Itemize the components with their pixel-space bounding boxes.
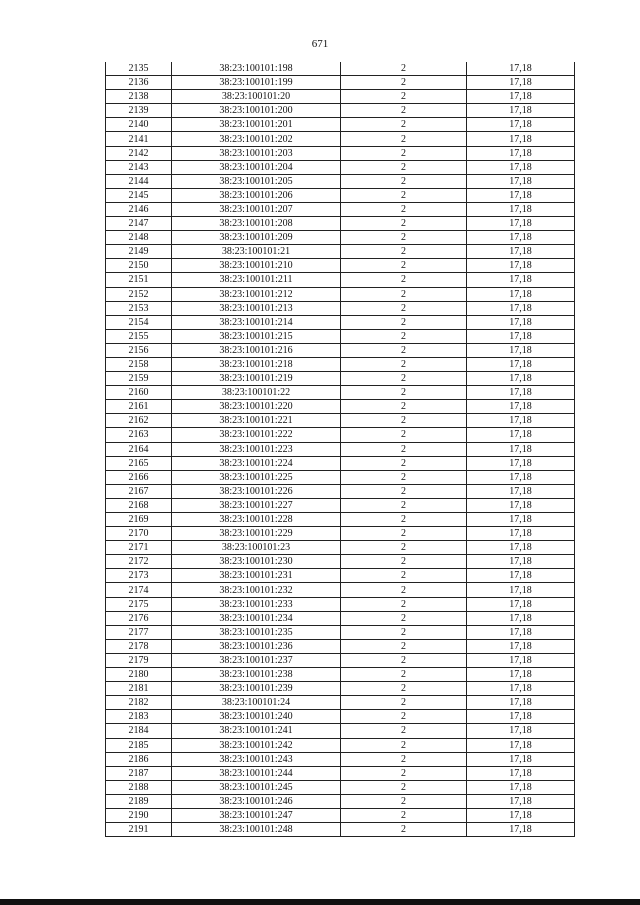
row-number-cell: 2191 <box>106 823 172 837</box>
table-row <box>106 231 575 245</box>
area-cell: 17,18 <box>467 794 575 808</box>
category-cell: 2 <box>341 231 467 245</box>
row-number-cell: 2146 <box>106 202 172 216</box>
area-cell: 17,18 <box>467 456 575 470</box>
category-cell: 2 <box>341 696 467 710</box>
table-row <box>106 808 575 822</box>
area-cell: 17,18 <box>467 414 575 428</box>
area-cell: 17,18 <box>467 823 575 837</box>
table-row <box>106 513 575 527</box>
area-cell: 17,18 <box>467 372 575 386</box>
row-number-cell: 2160 <box>106 386 172 400</box>
category-cell: 2 <box>341 118 467 132</box>
category-cell: 2 <box>341 428 467 442</box>
category-cell: 2 <box>341 766 467 780</box>
row-number-cell: 2153 <box>106 301 172 315</box>
cadastral-number-cell: 38:23:100101:235 <box>172 625 341 639</box>
category-cell: 2 <box>341 357 467 371</box>
table-row <box>106 442 575 456</box>
cadastral-number-cell: 38:23:100101:216 <box>172 343 341 357</box>
row-number-cell: 2179 <box>106 653 172 667</box>
cadastral-number-cell: 38:23:100101:200 <box>172 104 341 118</box>
table-row <box>106 639 575 653</box>
category-cell: 2 <box>341 639 467 653</box>
table-row <box>106 555 575 569</box>
table-row <box>106 668 575 682</box>
row-number-cell: 2186 <box>106 752 172 766</box>
row-number-cell: 2163 <box>106 428 172 442</box>
category-cell: 2 <box>341 132 467 146</box>
category-cell: 2 <box>341 146 467 160</box>
table-body <box>106 62 575 837</box>
category-cell: 2 <box>341 386 467 400</box>
cadastral-number-cell: 38:23:100101:211 <box>172 273 341 287</box>
table-row <box>106 498 575 512</box>
table-row <box>106 160 575 174</box>
scan-bottom-edge <box>0 899 640 905</box>
category-cell: 2 <box>341 372 467 386</box>
area-cell: 17,18 <box>467 428 575 442</box>
area-cell: 17,18 <box>467 76 575 90</box>
table-row <box>106 682 575 696</box>
area-cell: 17,18 <box>467 498 575 512</box>
table-row <box>106 456 575 470</box>
cadastral-number-cell: 38:23:100101:218 <box>172 357 341 371</box>
cadastral-number-cell: 38:23:100101:234 <box>172 611 341 625</box>
row-number-cell: 2177 <box>106 625 172 639</box>
row-number-cell: 2142 <box>106 146 172 160</box>
category-cell: 2 <box>341 808 467 822</box>
category-cell: 2 <box>341 414 467 428</box>
cadastral-number-cell: 38:23:100101:212 <box>172 287 341 301</box>
row-number-cell: 2167 <box>106 484 172 498</box>
cadastral-number-cell: 38:23:100101:229 <box>172 527 341 541</box>
table-row <box>106 428 575 442</box>
cadastral-number-cell: 38:23:100101:237 <box>172 653 341 667</box>
cadastral-number-cell: 38:23:100101:243 <box>172 752 341 766</box>
row-number-cell: 2174 <box>106 583 172 597</box>
area-cell: 17,18 <box>467 555 575 569</box>
category-cell: 2 <box>341 202 467 216</box>
row-number-cell: 2164 <box>106 442 172 456</box>
table-row <box>106 372 575 386</box>
category-cell: 2 <box>341 625 467 639</box>
row-number-cell: 2166 <box>106 470 172 484</box>
category-cell: 2 <box>341 259 467 273</box>
row-number-cell: 2141 <box>106 132 172 146</box>
table-row <box>106 625 575 639</box>
cadastral-number-cell: 38:23:100101:226 <box>172 484 341 498</box>
area-cell: 17,18 <box>467 231 575 245</box>
cadastral-number-cell: 38:23:100101:22 <box>172 386 341 400</box>
cadastral-number-cell: 38:23:100101:220 <box>172 400 341 414</box>
category-cell: 2 <box>341 527 467 541</box>
table-row <box>106 597 575 611</box>
row-number-cell: 2173 <box>106 569 172 583</box>
category-cell: 2 <box>341 90 467 104</box>
table-row <box>106 76 575 90</box>
cadastral-number-cell: 38:23:100101:233 <box>172 597 341 611</box>
category-cell: 2 <box>341 498 467 512</box>
cadastral-number-cell: 38:23:100101:210 <box>172 259 341 273</box>
area-cell: 17,18 <box>467 343 575 357</box>
area-cell: 17,18 <box>467 696 575 710</box>
area-cell: 17,18 <box>467 513 575 527</box>
cadastral-number-cell: 38:23:100101:244 <box>172 766 341 780</box>
area-cell: 17,18 <box>467 583 575 597</box>
row-number-cell: 2152 <box>106 287 172 301</box>
table-row <box>106 400 575 414</box>
cadastral-number-cell: 38:23:100101:201 <box>172 118 341 132</box>
row-number-cell: 2144 <box>106 174 172 188</box>
category-cell: 2 <box>341 724 467 738</box>
row-number-cell: 2140 <box>106 118 172 132</box>
area-cell: 17,18 <box>467 217 575 231</box>
category-cell: 2 <box>341 583 467 597</box>
cadastral-number-cell: 38:23:100101:202 <box>172 132 341 146</box>
area-cell: 17,18 <box>467 808 575 822</box>
row-number-cell: 2189 <box>106 794 172 808</box>
cadastral-number-cell: 38:23:100101:240 <box>172 710 341 724</box>
cadastral-number-cell: 38:23:100101:208 <box>172 217 341 231</box>
row-number-cell: 2190 <box>106 808 172 822</box>
area-cell: 17,18 <box>467 611 575 625</box>
cadastral-number-cell: 38:23:100101:198 <box>172 62 341 76</box>
table-row <box>106 217 575 231</box>
row-number-cell: 2168 <box>106 498 172 512</box>
row-number-cell: 2169 <box>106 513 172 527</box>
table-row <box>106 287 575 301</box>
table-row <box>106 273 575 287</box>
category-cell: 2 <box>341 217 467 231</box>
cadastral-number-cell: 38:23:100101:222 <box>172 428 341 442</box>
table-row <box>106 245 575 259</box>
category-cell: 2 <box>341 710 467 724</box>
area-cell: 17,18 <box>467 188 575 202</box>
cadastral-number-cell: 38:23:100101:199 <box>172 76 341 90</box>
category-cell: 2 <box>341 273 467 287</box>
area-cell: 17,18 <box>467 400 575 414</box>
table-row <box>106 343 575 357</box>
cadastral-number-cell: 38:23:100101:219 <box>172 372 341 386</box>
page-number: 671 <box>311 38 329 50</box>
table-row <box>106 202 575 216</box>
table-row <box>106 738 575 752</box>
area-cell: 17,18 <box>467 315 575 329</box>
category-cell: 2 <box>341 668 467 682</box>
row-number-cell: 2159 <box>106 372 172 386</box>
category-cell: 2 <box>341 400 467 414</box>
row-number-cell: 2145 <box>106 188 172 202</box>
area-cell: 17,18 <box>467 738 575 752</box>
table-row <box>106 188 575 202</box>
row-number-cell: 2180 <box>106 668 172 682</box>
row-number-cell: 2147 <box>106 217 172 231</box>
cadastral-number-cell: 38:23:100101:221 <box>172 414 341 428</box>
cadastral-number-cell: 38:23:100101:227 <box>172 498 341 512</box>
table-row <box>106 696 575 710</box>
table-row <box>106 104 575 118</box>
category-cell: 2 <box>341 597 467 611</box>
area-cell: 17,18 <box>467 766 575 780</box>
category-cell: 2 <box>341 160 467 174</box>
row-number-cell: 2150 <box>106 259 172 273</box>
table-row <box>106 357 575 371</box>
area-cell: 17,18 <box>467 104 575 118</box>
category-cell: 2 <box>341 513 467 527</box>
area-cell: 17,18 <box>467 329 575 343</box>
area-cell: 17,18 <box>467 301 575 315</box>
table-row <box>106 766 575 780</box>
row-number-cell: 2182 <box>106 696 172 710</box>
row-number-cell: 2139 <box>106 104 172 118</box>
area-cell: 17,18 <box>467 90 575 104</box>
category-cell: 2 <box>341 738 467 752</box>
area-cell: 17,18 <box>467 597 575 611</box>
category-cell: 2 <box>341 188 467 202</box>
area-cell: 17,18 <box>467 118 575 132</box>
table-row <box>106 386 575 400</box>
table-row <box>106 484 575 498</box>
area-cell: 17,18 <box>467 541 575 555</box>
area-cell: 17,18 <box>467 724 575 738</box>
cadastral-number-cell: 38:23:100101:23 <box>172 541 341 555</box>
cadastral-number-cell: 38:23:100101:241 <box>172 724 341 738</box>
area-cell: 17,18 <box>467 357 575 371</box>
table-row <box>106 146 575 160</box>
area-cell: 17,18 <box>467 386 575 400</box>
row-number-cell: 2158 <box>106 357 172 371</box>
category-cell: 2 <box>341 442 467 456</box>
area-cell: 17,18 <box>467 625 575 639</box>
row-number-cell: 2175 <box>106 597 172 611</box>
cadastral-number-cell: 38:23:100101:203 <box>172 146 341 160</box>
cadastral-number-cell: 38:23:100101:21 <box>172 245 341 259</box>
cadastral-number-cell: 38:23:100101:247 <box>172 808 341 822</box>
cadastral-number-cell: 38:23:100101:213 <box>172 301 341 315</box>
table-row <box>106 724 575 738</box>
area-cell: 17,18 <box>467 146 575 160</box>
row-number-cell: 2138 <box>106 90 172 104</box>
table-row <box>106 90 575 104</box>
table-row <box>106 62 575 76</box>
row-number-cell: 2161 <box>106 400 172 414</box>
table-row <box>106 752 575 766</box>
table-row <box>106 259 575 273</box>
area-cell: 17,18 <box>467 202 575 216</box>
area-cell: 17,18 <box>467 245 575 259</box>
area-cell: 17,18 <box>467 682 575 696</box>
table-row <box>106 653 575 667</box>
cadastral-number-cell: 38:23:100101:231 <box>172 569 341 583</box>
category-cell: 2 <box>341 315 467 329</box>
row-number-cell: 2136 <box>106 76 172 90</box>
category-cell: 2 <box>341 653 467 667</box>
row-number-cell: 2171 <box>106 541 172 555</box>
row-number-cell: 2151 <box>106 273 172 287</box>
area-cell: 17,18 <box>467 62 575 76</box>
row-number-cell: 2181 <box>106 682 172 696</box>
row-number-cell: 2135 <box>106 62 172 76</box>
area-cell: 17,18 <box>467 639 575 653</box>
row-number-cell: 2172 <box>106 555 172 569</box>
cadastral-number-cell: 38:23:100101:248 <box>172 823 341 837</box>
category-cell: 2 <box>341 823 467 837</box>
cadastral-number-cell: 38:23:100101:207 <box>172 202 341 216</box>
category-cell: 2 <box>341 470 467 484</box>
cadastral-number-cell: 38:23:100101:205 <box>172 174 341 188</box>
row-number-cell: 2156 <box>106 343 172 357</box>
cadastral-number-cell: 38:23:100101:215 <box>172 329 341 343</box>
area-cell: 17,18 <box>467 780 575 794</box>
category-cell: 2 <box>341 343 467 357</box>
row-number-cell: 2155 <box>106 329 172 343</box>
row-number-cell: 2162 <box>106 414 172 428</box>
category-cell: 2 <box>341 752 467 766</box>
category-cell: 2 <box>341 611 467 625</box>
category-cell: 2 <box>341 329 467 343</box>
cadastral-number-cell: 38:23:100101:24 <box>172 696 341 710</box>
cadastral-number-cell: 38:23:100101:225 <box>172 470 341 484</box>
cadastral-number-cell: 38:23:100101:224 <box>172 456 341 470</box>
category-cell: 2 <box>341 287 467 301</box>
table-row <box>106 710 575 724</box>
cadastral-number-cell: 38:23:100101:204 <box>172 160 341 174</box>
row-number-cell: 2188 <box>106 780 172 794</box>
category-cell: 2 <box>341 780 467 794</box>
cadastral-table <box>105 62 575 837</box>
area-cell: 17,18 <box>467 569 575 583</box>
table-row <box>106 794 575 808</box>
table-row <box>106 583 575 597</box>
table-row <box>106 541 575 555</box>
table-row <box>106 823 575 837</box>
table-row <box>106 611 575 625</box>
cadastral-number-cell: 38:23:100101:238 <box>172 668 341 682</box>
area-cell: 17,18 <box>467 273 575 287</box>
table-row <box>106 780 575 794</box>
cadastral-number-cell: 38:23:100101:230 <box>172 555 341 569</box>
category-cell: 2 <box>341 794 467 808</box>
cadastral-number-cell: 38:23:100101:242 <box>172 738 341 752</box>
area-cell: 17,18 <box>467 287 575 301</box>
area-cell: 17,18 <box>467 653 575 667</box>
category-cell: 2 <box>341 541 467 555</box>
cadastral-number-cell: 38:23:100101:236 <box>172 639 341 653</box>
area-cell: 17,18 <box>467 527 575 541</box>
cadastral-number-cell: 38:23:100101:206 <box>172 188 341 202</box>
row-number-cell: 2154 <box>106 315 172 329</box>
table-row <box>106 132 575 146</box>
table-row <box>106 470 575 484</box>
category-cell: 2 <box>341 104 467 118</box>
area-cell: 17,18 <box>467 710 575 724</box>
area-cell: 17,18 <box>467 484 575 498</box>
category-cell: 2 <box>341 456 467 470</box>
row-number-cell: 2170 <box>106 527 172 541</box>
area-cell: 17,18 <box>467 259 575 273</box>
category-cell: 2 <box>341 174 467 188</box>
row-number-cell: 2149 <box>106 245 172 259</box>
cadastral-number-cell: 38:23:100101:214 <box>172 315 341 329</box>
category-cell: 2 <box>341 682 467 696</box>
row-number-cell: 2176 <box>106 611 172 625</box>
area-cell: 17,18 <box>467 174 575 188</box>
table-row <box>106 414 575 428</box>
category-cell: 2 <box>341 62 467 76</box>
area-cell: 17,18 <box>467 668 575 682</box>
table-row <box>106 527 575 541</box>
row-number-cell: 2187 <box>106 766 172 780</box>
area-cell: 17,18 <box>467 470 575 484</box>
area-cell: 17,18 <box>467 160 575 174</box>
cadastral-number-cell: 38:23:100101:228 <box>172 513 341 527</box>
category-cell: 2 <box>341 484 467 498</box>
category-cell: 2 <box>341 301 467 315</box>
category-cell: 2 <box>341 76 467 90</box>
cadastral-number-cell: 38:23:100101:209 <box>172 231 341 245</box>
row-number-cell: 2143 <box>106 160 172 174</box>
table-row <box>106 118 575 132</box>
category-cell: 2 <box>341 555 467 569</box>
row-number-cell: 2184 <box>106 724 172 738</box>
cadastral-number-cell: 38:23:100101:245 <box>172 780 341 794</box>
table-row <box>106 329 575 343</box>
area-cell: 17,18 <box>467 132 575 146</box>
category-cell: 2 <box>341 569 467 583</box>
row-number-cell: 2185 <box>106 738 172 752</box>
row-number-cell: 2183 <box>106 710 172 724</box>
area-cell: 17,18 <box>467 752 575 766</box>
cadastral-number-cell: 38:23:100101:223 <box>172 442 341 456</box>
cadastral-number-cell: 38:23:100101:20 <box>172 90 341 104</box>
row-number-cell: 2165 <box>106 456 172 470</box>
area-cell: 17,18 <box>467 442 575 456</box>
row-number-cell: 2178 <box>106 639 172 653</box>
row-number-cell: 2148 <box>106 231 172 245</box>
table-row <box>106 174 575 188</box>
cadastral-number-cell: 38:23:100101:246 <box>172 794 341 808</box>
cadastral-number-cell: 38:23:100101:232 <box>172 583 341 597</box>
table-row <box>106 569 575 583</box>
category-cell: 2 <box>341 245 467 259</box>
table-row <box>106 301 575 315</box>
table-row <box>106 315 575 329</box>
cadastral-number-cell: 38:23:100101:239 <box>172 682 341 696</box>
